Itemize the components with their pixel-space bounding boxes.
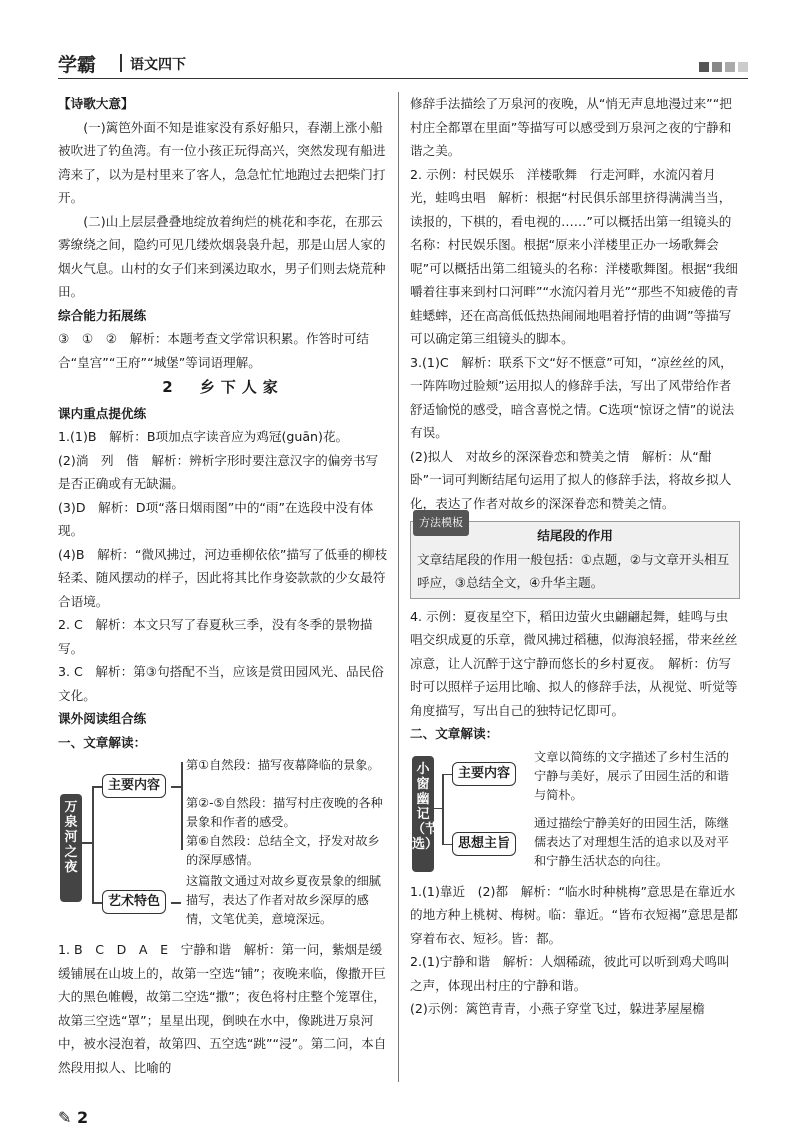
deco-square	[712, 62, 722, 72]
answer: 1.(1)B 解析：B项加点字读音应为鸡冠(guān)花。	[58, 429, 349, 444]
page-number: 2	[76, 1108, 89, 1127]
paragraph: 修辞手法描绘了万泉河的夜晚，从“悄无声息地漫过来”“把村庄全都罩在里面”等描写可以感受到万泉河之夜的宁静和谐之美。	[410, 96, 732, 158]
answer: 3. C 解析：第③句搭配不当，应该是赏田园风光、品民俗文化。	[58, 664, 384, 703]
mind-map-node: 艺术特色	[102, 890, 166, 914]
method-template-box	[410, 516, 740, 599]
subsection-title: 一、文章解读：	[58, 734, 147, 750]
section-title: 课外阅读组合练	[58, 711, 147, 726]
mind-map-leaf: 通过描绘宁静美好的田园生活，陈继儒表达了对理想生活的追求以及对平和宁静生活状态的向往。	[534, 815, 729, 868]
answer: ③ ① ② 解析：本题考查文学常识积累。作答时可结合“皇宫”“王府”“城堡”等词语理解。	[58, 331, 369, 370]
mind-map-label: 万泉河之夜	[60, 794, 82, 902]
method-title: 结尾段的作用	[537, 528, 613, 543]
mind-map	[410, 748, 740, 876]
answer: (2)拟人 对故乡的深深眷恋和赞美之情 解析：从“酣卧”一词可判断结尾句运用了拟人的修辞手法，将故乡拟人化，表达了作者对故乡的深深眷恋和赞美之情。	[410, 448, 732, 511]
connector	[171, 786, 181, 788]
brand-logo: 学霸	[58, 54, 97, 76]
answer: 3.(1)C 解析：联系下文“好不惬意”可知，“凉丝丝的风，一阵阵吻过脸颊”运用拟人的修辞手法，写出了风带给作者舒适愉悦的感受，暗含喜悦之情。C选项“惊讶之情”的说法有误。	[410, 354, 735, 440]
answer: 2. 示例：村民娱乐 洋楼歌舞 行走河畔，水流闪着月光，蛙鸣虫唱 解析：根据“村民俱乐部里挤得满满当当，读报的，下棋的，看电视的……”可以概括出第一组镜头的名称：村民娱乐图。根据“原来小洋楼里正办一场歌舞会呢”可以概括出第二组镜头的名称：洋楼歌舞图。根据“我细嚼着往事来到村口河畔”“水流闪着月光”“那些不知疲倦的青蛙蟋蟀，还在高高低低热热闹闹地唱着抒情的曲调”等描写可以确定第三组镜头的脚本。	[410, 166, 739, 346]
page-header	[58, 48, 748, 79]
answer: 2.(1)宁静和谐 解析：人烟稀疏，彼此可以听到鸡犬鸣叫之声，体现出村庄的宁静和谐。	[410, 954, 730, 993]
left-column	[58, 92, 388, 1079]
column-divider	[398, 92, 399, 1082]
connector	[92, 786, 94, 902]
book-title: 语文四下	[130, 57, 186, 73]
mind-map-leaf: 文章以简练的文字描述了乡村生活的宁静与美好，展示了田园生活的和谐与简朴。	[534, 749, 729, 802]
connector	[442, 774, 452, 776]
mind-map-label: 小窗幽记（节选）	[412, 756, 434, 872]
lesson-title: 2 乡下人家	[162, 378, 284, 396]
deco-square	[738, 62, 748, 72]
answer: (2)示例：篱笆青青，小燕子穿堂飞过，躲进茅屋屋檐	[410, 1001, 705, 1016]
mind-map-leaf: 第①自然段：描写夜幕降临的景象。	[186, 758, 380, 772]
right-column	[410, 92, 740, 1021]
answer: 1.(1)靠近 (2)都 解析：“临水时种桃梅”意思是在靠近水的地方种上桃树、梅树。临：靠近。“皆布衣短褐”意思是都穿着布衣、短衫。皆：都。	[410, 883, 738, 946]
connector	[92, 786, 102, 788]
deco-square	[699, 62, 709, 72]
connector	[171, 902, 181, 904]
header-separator	[120, 54, 122, 72]
mind-map-leaf: 这篇散文通过对故乡夏夜景象的细腻描写，表达了作者对故乡深厚的感情，文笔优美，意境深远。	[186, 874, 381, 926]
section-title: 综合能力拓展练	[58, 307, 147, 323]
answer: (3)D 解析：D项“落日烟雨图”中的“雨”在选段中没有体现。	[58, 499, 374, 538]
connector	[181, 762, 183, 850]
deco-square	[725, 62, 735, 72]
pencil-icon: ✎	[58, 1108, 72, 1127]
mind-map-node: 思想主旨	[452, 832, 516, 856]
connector	[92, 902, 102, 904]
answer: (2)淌 列 偕 解析：辨析字形时要注意汉字的偏旁书写是否正确或有无缺漏。	[58, 452, 379, 491]
connector	[434, 808, 442, 810]
header-decoration	[699, 62, 748, 72]
method-tag: 方法模板	[413, 510, 469, 536]
section-title: 课内重点提优练	[58, 405, 147, 421]
method-body: 文章结尾段的作用一般包括：①点题，②与文章开头相互呼应，③总结全文，④升华主题。	[417, 551, 730, 590]
mind-map-node: 主要内容	[102, 774, 166, 798]
paragraph: (二)山上层层叠叠地绽放着绚烂的桃花和李花，在那云雾缭绕之间，隐约可见几缕炊烟袅袅升起，那是山居人家的烟火气息。山村的女子们来到溪边取水，男子们则去烧荒种田。	[58, 213, 386, 299]
paragraph: (一)篱笆外面不知是谁家没有系好船只，春潮上涨小船被吹进了钓鱼湾。有一位小孩正玩得高兴，突然发现有船进湾来了，以为是村里来了客人，急急忙忙地跑过去把柴门打开。	[58, 119, 386, 205]
mind-map	[58, 756, 388, 934]
mind-map-leaf: 第②-⑤自然段：描写村庄夜晚的各种景象和作者的感受。	[186, 796, 383, 829]
answer: 1. B C D A E 宁静和谐 解析：第一问，紫烟是缓缓铺展在山坡上的，故第一空选“铺”；夜晚来临，像撒开巨大的黑色帷幔，故第二空选“撒”；夜色将村庄整个笼罩住，故第三空选“罩”；星星出现，倒映在水中，像跳进万泉河中，被水浸泡着，故第四、五空选“跳”“浸”。第二问，本自然段用拟人、比喻的	[58, 942, 387, 1075]
section-title: 【诗歌大意】	[58, 96, 134, 111]
connector	[442, 844, 452, 846]
mind-map-leaf: 第⑥自然段：总结全文，抒发对故乡的深厚感情。	[186, 834, 380, 867]
answer: 4. 示例：夏夜星空下，稻田边萤火虫翩翩起舞，蛙鸣与虫唱交织成夏的乐章，微风拂过稻穗，似海浪轻摇，带来丝丝凉意，让人沉醉于这宁静而悠长的乡村夏夜。 解析：仿写时可以照样子运用比喻、拟人的修辞手法，从视觉、听觉等角度描写，写出自己的独特记忆即可。	[410, 608, 738, 718]
answer: (4)B 解析：“微风拂过，河边垂柳依依”描写了低垂的柳枝轻柔、随风摆动的样子，因此将其比作身姿款款的少女最符合语境。	[58, 546, 388, 609]
connector	[82, 842, 92, 844]
subsection-title: 二、文章解读：	[410, 726, 499, 741]
connector	[442, 774, 444, 844]
page-footer	[58, 1108, 88, 1127]
mind-map-node: 主要内容	[452, 762, 516, 786]
answer: 2. C 解析：本文只写了春夏秋三季，没有冬季的景物描写。	[58, 617, 373, 656]
